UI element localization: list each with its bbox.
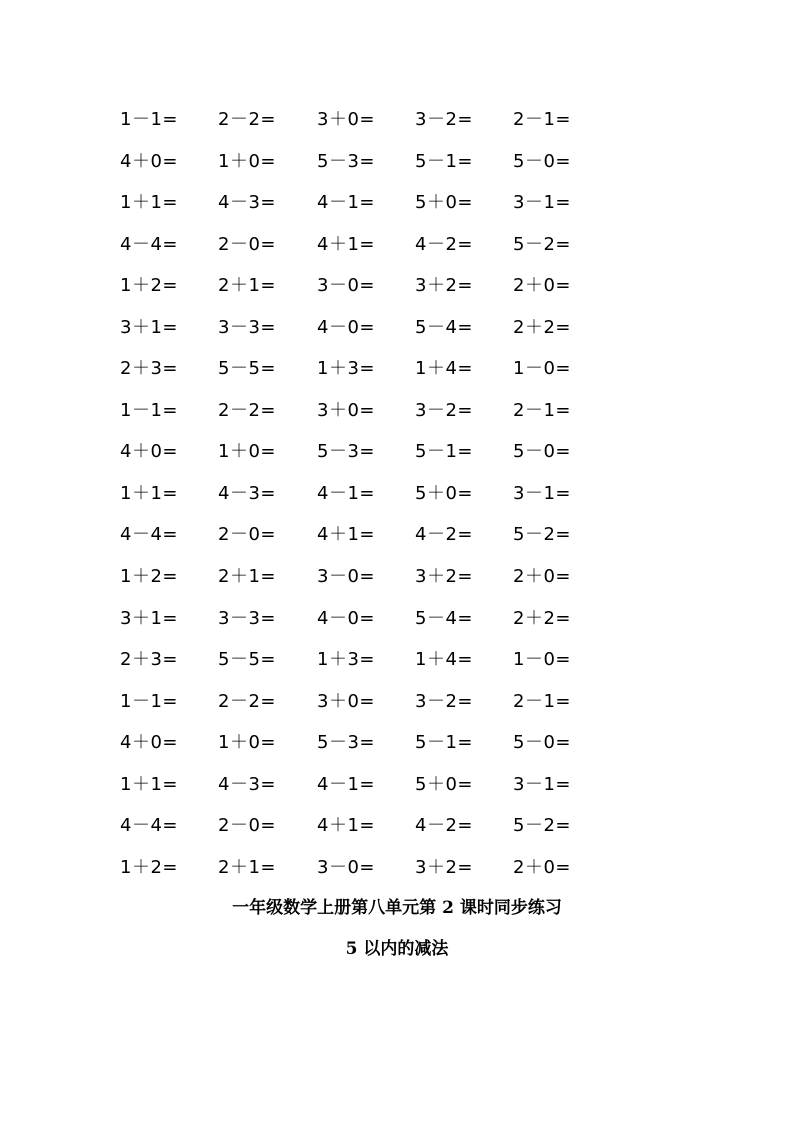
problem-item: 5＋0= [415, 482, 473, 504]
problem-item: 5－4= [415, 607, 473, 629]
problem-item: 1＋2= [120, 566, 178, 588]
problem-item: 5－2= [513, 524, 571, 546]
problem-item: 4－2= [415, 233, 473, 255]
problem-item: 1＋0= [218, 732, 276, 754]
problem-item: 4＋1= [317, 815, 375, 837]
problem-row [120, 440, 620, 482]
problem-item: 3－1= [513, 192, 571, 214]
problem-item: 1＋1= [120, 482, 178, 504]
problem-row [120, 607, 620, 649]
problem-item: 4＋1= [317, 524, 375, 546]
problem-item: 2－0= [218, 233, 276, 255]
problem-item: 5－1= [415, 150, 473, 172]
problem-item: 4－0= [317, 607, 375, 629]
problem-item: 3－0= [317, 856, 375, 878]
problem-item: 3＋2= [415, 566, 473, 588]
problem-item: 1＋2= [120, 275, 178, 297]
problem-item: 3－3= [218, 607, 276, 629]
problem-item: 4－4= [120, 233, 178, 255]
problem-item: 5－5= [218, 358, 276, 380]
problem-item: 3＋2= [415, 856, 473, 878]
problem-row [120, 274, 620, 316]
problem-item: 3－1= [513, 482, 571, 504]
problem-item: 5－2= [513, 815, 571, 837]
problem-item: 4－4= [120, 524, 178, 546]
problem-item: 4＋0= [120, 732, 178, 754]
problem-item: 3－2= [415, 690, 473, 712]
problem-item: 1－0= [513, 649, 571, 671]
problem-item: 1＋4= [415, 358, 473, 380]
problem-item: 1＋0= [218, 150, 276, 172]
problem-item: 5－1= [415, 732, 473, 754]
problem-row [120, 482, 620, 524]
problem-row [120, 773, 620, 815]
problem-item: 3＋0= [317, 399, 375, 421]
problem-item: 2＋1= [218, 275, 276, 297]
problem-item: 4＋0= [120, 441, 178, 463]
problem-item: 2＋0= [513, 275, 571, 297]
problem-item: 1＋3= [317, 649, 375, 671]
problem-item: 4－1= [317, 192, 375, 214]
problem-item: 4－1= [317, 773, 375, 795]
problem-item: 1＋0= [218, 441, 276, 463]
problem-item: 4－3= [218, 482, 276, 504]
problem-row [120, 191, 620, 233]
problem-item: 5－0= [513, 150, 571, 172]
problem-row [120, 357, 620, 399]
problem-item: 2＋1= [218, 856, 276, 878]
problem-item: 2＋1= [218, 566, 276, 588]
problem-item: 5－0= [513, 441, 571, 463]
problem-row [120, 690, 620, 732]
problem-row [120, 150, 620, 192]
problem-item: 5－5= [218, 649, 276, 671]
problem-row [120, 565, 620, 607]
problem-item: 5－3= [317, 441, 375, 463]
problem-item: 2－2= [218, 109, 276, 130]
problem-item: 1＋4= [415, 649, 473, 671]
problem-item: 3＋0= [317, 109, 375, 130]
problem-item: 3－1= [513, 773, 571, 795]
problem-grid [120, 108, 620, 897]
problem-item: 5－0= [513, 732, 571, 754]
problem-item: 5－1= [415, 441, 473, 463]
problem-item: 2＋3= [120, 649, 178, 671]
problem-item: 4－4= [120, 815, 178, 837]
problem-item: 3＋0= [317, 690, 375, 712]
problem-row [120, 233, 620, 275]
problem-item: 2－2= [218, 399, 276, 421]
problem-item: 3－2= [415, 399, 473, 421]
problem-item: 5－4= [415, 316, 473, 338]
problem-item: 3－0= [317, 275, 375, 297]
problem-item: 5－3= [317, 732, 375, 754]
problem-item: 1－1= [120, 690, 178, 712]
problem-item: 2－1= [513, 399, 571, 421]
problem-item: 4＋0= [120, 150, 178, 172]
worksheet-title: 一年级数学上册第八单元第 2 课时同步练习 [232, 898, 562, 918]
problem-item: 2＋2= [513, 316, 571, 338]
problem-row [120, 648, 620, 690]
problem-item: 2－0= [218, 524, 276, 546]
problem-item: 2－1= [513, 690, 571, 712]
problem-item: 2－1= [513, 109, 571, 130]
problem-item: 2－0= [218, 815, 276, 837]
problem-item: 1＋1= [120, 192, 178, 214]
problem-item: 1＋3= [317, 358, 375, 380]
problem-item: 5－3= [317, 150, 375, 172]
problem-item: 3－0= [317, 566, 375, 588]
problem-item: 3＋1= [120, 316, 178, 338]
problem-row [120, 814, 620, 856]
problem-item: 2－2= [218, 690, 276, 712]
worksheet-subtitle: 5 以内的减法 [345, 939, 449, 959]
problem-item: 2＋2= [513, 607, 571, 629]
problem-row [120, 523, 620, 565]
problem-item: 1＋1= [120, 773, 178, 795]
problem-item: 4－1= [317, 482, 375, 504]
problem-item: 4＋1= [317, 233, 375, 255]
problem-row [120, 856, 620, 898]
problem-item: 2＋3= [120, 358, 178, 380]
problem-item: 4－2= [415, 524, 473, 546]
problem-item: 3－3= [218, 316, 276, 338]
problem-item: 3＋2= [415, 275, 473, 297]
problem-item: 3－2= [415, 109, 473, 130]
problem-item: 5－2= [513, 233, 571, 255]
problem-item: 1＋2= [120, 856, 178, 878]
problem-item: 2＋0= [513, 856, 571, 878]
problem-item: 4－3= [218, 773, 276, 795]
problem-item: 4－3= [218, 192, 276, 214]
problem-row [120, 316, 620, 358]
problem-item: 4－2= [415, 815, 473, 837]
problem-item: 1－1= [120, 399, 178, 421]
problem-row [120, 399, 620, 441]
problem-item: 1－0= [513, 358, 571, 380]
problem-item: 2＋0= [513, 566, 571, 588]
problem-item: 5＋0= [415, 192, 473, 214]
problem-item: 3＋1= [120, 607, 178, 629]
problem-row [120, 731, 620, 773]
problem-item: 4－0= [317, 316, 375, 338]
problem-row [120, 108, 620, 150]
problem-item: 1－1= [120, 109, 178, 130]
problem-item: 5＋0= [415, 773, 473, 795]
